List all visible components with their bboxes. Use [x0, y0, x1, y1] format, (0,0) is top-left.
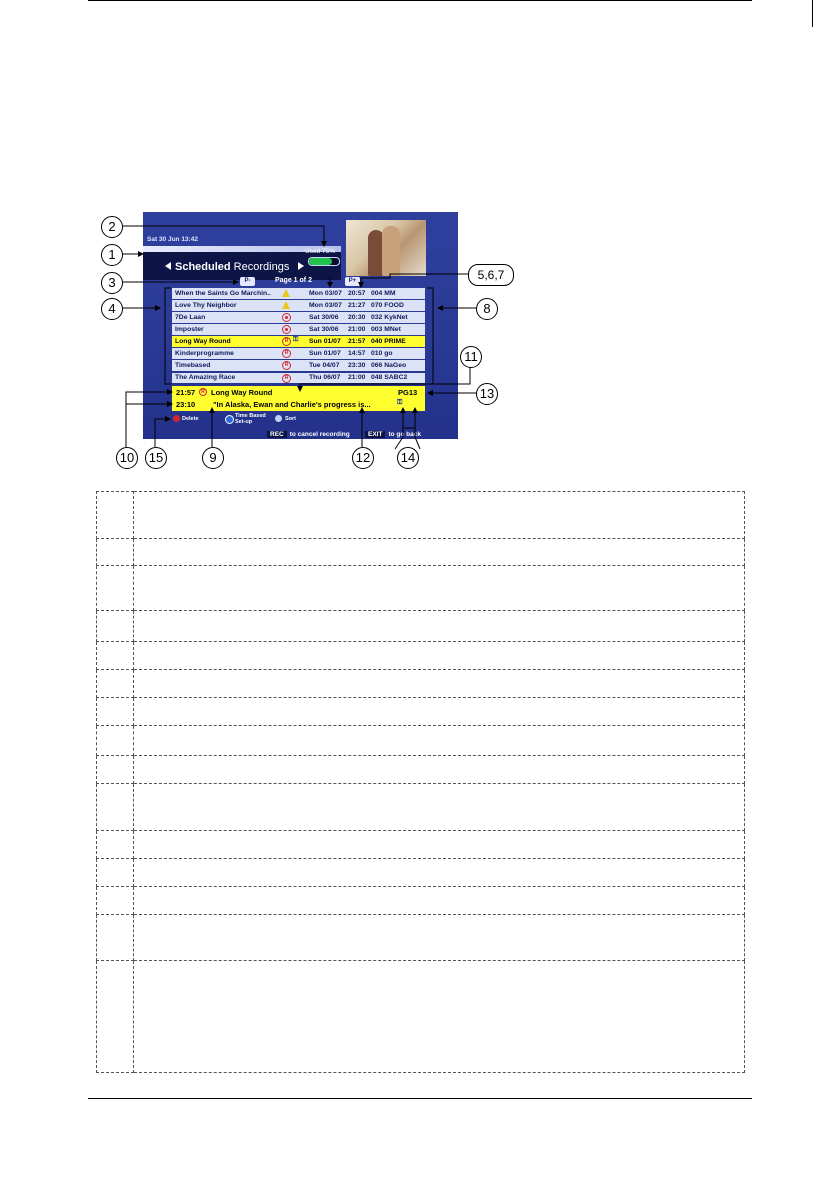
recording-channel: 040 PRIME	[371, 337, 406, 345]
lock-icon: ⚿	[397, 399, 403, 406]
recording-time: 21:57	[348, 337, 366, 345]
table-row	[97, 859, 745, 887]
callout-3: 3	[101, 272, 123, 294]
callout-5-6-7: 5,6,7	[468, 264, 514, 286]
recording-time: 23:30	[348, 361, 366, 369]
exit-key: EXIT	[365, 431, 385, 438]
footer-rule	[88, 1098, 752, 1099]
callout-11: 11	[460, 346, 482, 368]
table-row	[97, 611, 745, 642]
recording-name: Love Thy Neighbor	[175, 301, 237, 309]
series-record-icon: R	[282, 361, 291, 370]
lock-icon: ⚿	[293, 336, 299, 344]
callout-description-table	[96, 491, 745, 1073]
table-row	[97, 887, 745, 915]
recording-time: 20:57	[348, 289, 366, 297]
recording-date: Sun 01/07	[309, 349, 341, 357]
page-prev-button[interactable]: P-	[240, 277, 255, 286]
table-row	[97, 670, 745, 698]
synopsis: "In Alaska, Ewan and Charlie's progress is...	[213, 400, 371, 409]
setup-label: Set-up	[235, 419, 253, 425]
table-row	[97, 492, 745, 539]
recording-time: 21:27	[348, 301, 366, 309]
recording-channel: 048 SABC2	[371, 374, 408, 382]
table-row	[97, 831, 745, 859]
recording-name: Timebased	[175, 361, 211, 369]
callout-14: 14	[397, 447, 419, 469]
callout-9: 9	[202, 447, 224, 469]
callout-12: 12	[352, 447, 374, 469]
callout-10: 10	[116, 447, 138, 469]
recording-date: Sat 30/06	[309, 325, 339, 333]
age-rating: PG13	[398, 388, 418, 397]
callout-4: 4	[101, 298, 123, 320]
rec-key: REC	[267, 431, 287, 438]
series-record-icon: R	[282, 374, 291, 383]
series-record-icon: R	[282, 337, 291, 346]
recording-name: 7De Laan	[175, 313, 206, 321]
series-record-icon: R	[199, 388, 207, 396]
page-indicator: Page 1 of 2	[275, 277, 312, 284]
recording-date: Sun 01/07	[309, 337, 341, 345]
sort-label: Sort	[285, 416, 296, 422]
recording-channel: 070 FOOD	[371, 301, 404, 309]
table-row	[97, 784, 745, 831]
callout-1: 1	[101, 244, 123, 266]
recording-name: Imposter	[175, 325, 204, 333]
end-time: 23:10	[176, 400, 196, 409]
page-next-button[interactable]: P+	[345, 277, 360, 286]
table-row	[97, 756, 745, 784]
table-row	[97, 642, 745, 670]
recording-name: When the Saints Go Marchin..	[175, 289, 271, 297]
recording-date: Sat 30/06	[309, 313, 339, 321]
recording-channel: 003 MNet	[371, 325, 401, 333]
recording-time: 14:57	[348, 349, 366, 357]
used-label: Used 75%	[305, 248, 335, 255]
recording-channel: 004 MM	[371, 289, 396, 297]
table-row	[97, 915, 745, 961]
recording-date: Thu 06/07	[309, 374, 341, 382]
recording-date: Tue 04/07	[309, 361, 340, 369]
recording-date: Mon 03/07	[309, 289, 342, 297]
recording-name: The Amazing Race	[175, 374, 236, 382]
recording-name: Long Way Round	[175, 337, 231, 345]
delete-label: Delete	[182, 416, 199, 422]
series-record-icon: R	[282, 349, 291, 358]
recording-channel: 010 go	[371, 349, 393, 357]
recording-name: Kinderprogramme	[175, 349, 234, 357]
exit-hint-text: to go back	[388, 431, 421, 438]
recording-time: 21:00	[348, 374, 366, 382]
table-row	[97, 566, 745, 611]
rec-hint-text: to cancel recording	[289, 431, 350, 438]
recording-date: Mon 03/07	[309, 301, 342, 309]
table-row	[97, 539, 745, 566]
recording-time: 21:00	[348, 325, 366, 333]
recording-time: 20:30	[348, 313, 366, 321]
recording-channel: 032 KykNet	[371, 313, 408, 321]
table-row	[97, 698, 745, 726]
table-row	[97, 961, 745, 1073]
table-row	[97, 726, 745, 756]
callout-2: 2	[101, 216, 123, 238]
current-date: Sat 30 Jun 13:42	[147, 236, 198, 243]
start-time: 21:57	[176, 388, 196, 397]
callout-15: 15	[145, 447, 167, 469]
time-based-label: Time Based	[235, 413, 266, 419]
callout-13: 13	[476, 383, 498, 405]
callout-8: 8	[476, 298, 498, 320]
programme-title: Long Way Round	[211, 388, 273, 397]
recording-channel: 066 NaGeo	[371, 361, 407, 369]
page-title: Scheduled Recordings	[175, 261, 290, 273]
